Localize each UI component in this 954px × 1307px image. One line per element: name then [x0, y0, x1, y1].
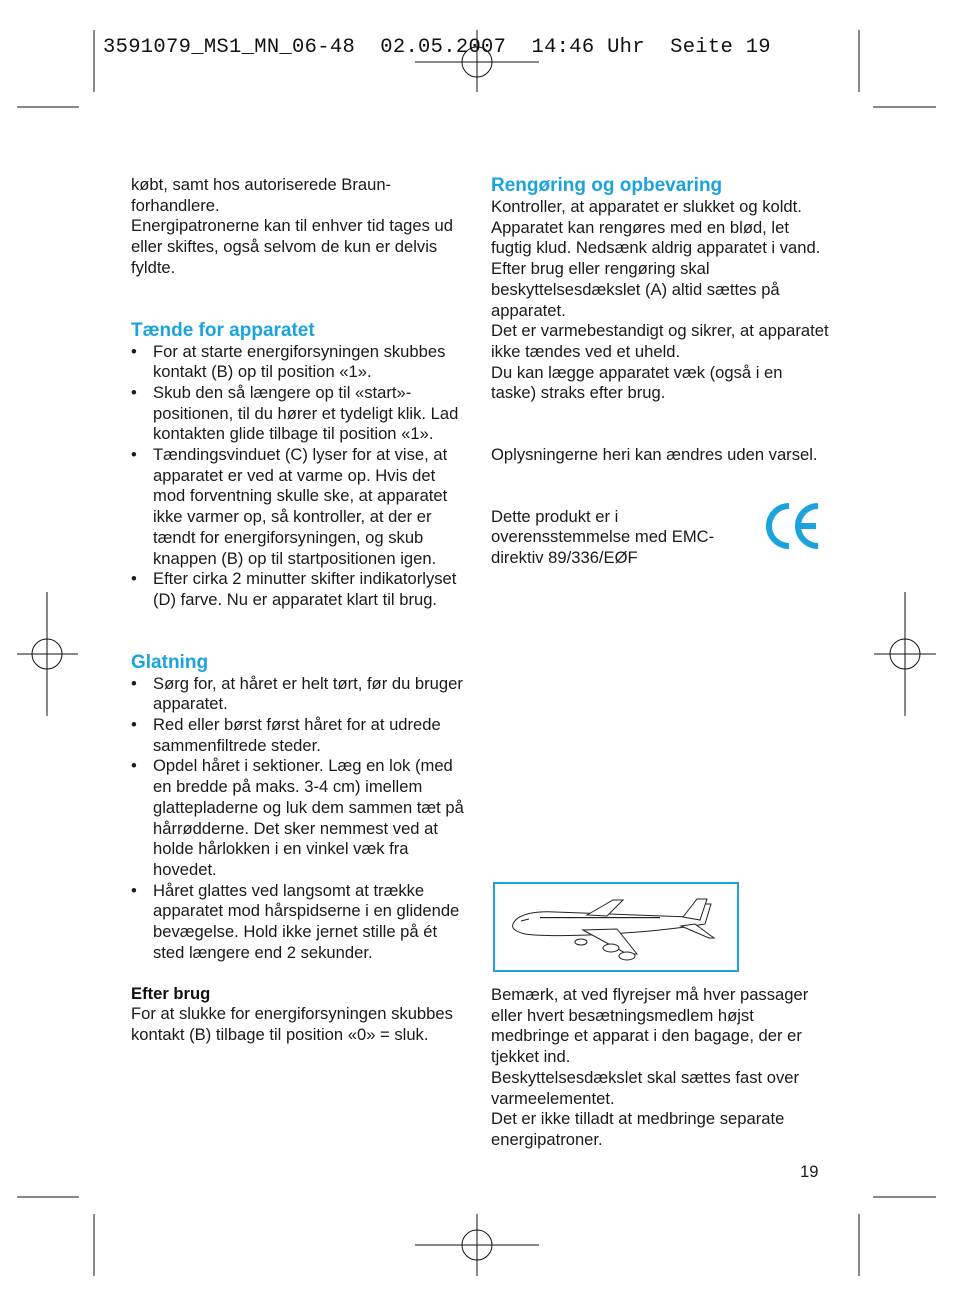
list-item: • Skub den så længere op til «start»-positionen, til du hører et tydeligt klik. Lad kontakten glide tilbage til position «1». — [131, 383, 471, 445]
airplane-icon — [495, 884, 737, 970]
notice-paragraph: Oplysningerne heri kan ændres uden varsel. — [491, 445, 818, 465]
intro-paragraph-2: Energipatronerne kan til enhver tid tages ud eller skiftes, også selvom de kun er delvis fyldte. — [131, 216, 453, 277]
section-heading-straightening: Glatning — [131, 651, 209, 673]
list-item: • Red eller børst først håret for at udrede sammenfiltrede steder. — [131, 715, 471, 756]
section-heading-cleaning: Rengøring og opbevaring — [491, 175, 723, 196]
right-column — [491, 175, 831, 569]
intro-paragraph-1: købt, samt hos autoriserede Braun-forhandlere. — [131, 175, 392, 215]
section-heading-power-on: Tænde for apparatet — [131, 319, 315, 341]
flight-notice-block — [491, 985, 831, 1151]
airplane-illustration-frame — [493, 882, 739, 972]
list-item: • Håret glattes ved langsomt at trække apparatet mod hårspidserne i en glidende bevægelse. Hold ikke jernet stille på ét sted længere end 2 sekunder. — [131, 881, 471, 964]
page-number: 19 — [800, 1162, 819, 1181]
after-use-paragraph: For at slukke for energiforsyningen skubbes kontakt (B) tilbage til position «0» = sluk. — [131, 1004, 453, 1044]
list-item: • Tændingsvinduet (C) lyser for at vise, at apparatet er ved at varme op. Hvis det mod forventning skulle ske, at apparatet ikke varmer op, så kontroller, at der er tændt for energiforsyningen, og skub knappen (B) op til startpositionen igen. — [131, 445, 471, 569]
cleaning-paragraph-2: Efter brug eller rengøring skal beskyttelsesdækslet (A) altid sættes på apparatet. — [491, 259, 780, 320]
ce-compliance-block — [491, 507, 831, 569]
cleaning-paragraph-1: Kontroller, at apparatet er slukket og koldt. Apparatet kan rengøres med en blød, let fugtig klud. Nedsænk aldrig apparatet i vand. — [491, 197, 821, 258]
list-item: • Sørg for, at håret er helt tørt, før du bruger apparatet. — [131, 674, 471, 715]
cleaning-paragraph-4: Du kan lægge apparatet væk (også i en taske) straks efter brug. — [491, 362, 783, 403]
ce-compliance-text: Dette produkt er i overensstemmelse med EMC-direktiv 89/336/EØF — [491, 506, 715, 568]
left-column — [131, 175, 471, 1046]
straightening-list — [131, 674, 471, 964]
list-item: • Efter cirka 2 minutter skifter indikatorlyset (D) farve. Nu er apparatet klart til brug. — [131, 569, 471, 610]
list-item: • Opdel håret i sektioner. Læg en lok (med en bredde på maks. 3-4 cm) imellem glattepladerne og luk dem sammen tæt på hårrødderne. Det sker nemmest ved at holde hårlokken i en vinkel væk fra hovedet. — [131, 756, 471, 880]
print-slug-header: 3591079_MS1_MN_06-48 02.05.2007 14:46 Uhr Seite 19 — [103, 36, 771, 59]
flight-paragraph-3: Det er ikke tilladt at medbringe separate energipatroner. — [491, 1109, 785, 1149]
ce-mark-icon — [763, 500, 821, 552]
flight-paragraph-2: Beskyttelsesdækslet skal sættes fast over varmeelementet. — [491, 1067, 800, 1108]
subheading-after-use: Efter brug — [131, 983, 211, 1003]
power-on-list — [131, 342, 471, 611]
list-item: • For at starte energiforsyningen skubbes kontakt (B) op til position «1». — [131, 342, 471, 383]
flight-paragraph-1: Bemærk, at ved flyrejser må hver passager eller hvert besætningsmedlem højst medbringe et apparat i den bagage, der er tjekket ind. — [491, 985, 809, 1067]
cleaning-paragraph-3: Det er varmebestandigt og sikrer, at apparatet ikke tændes ved et uheld. — [491, 321, 829, 361]
